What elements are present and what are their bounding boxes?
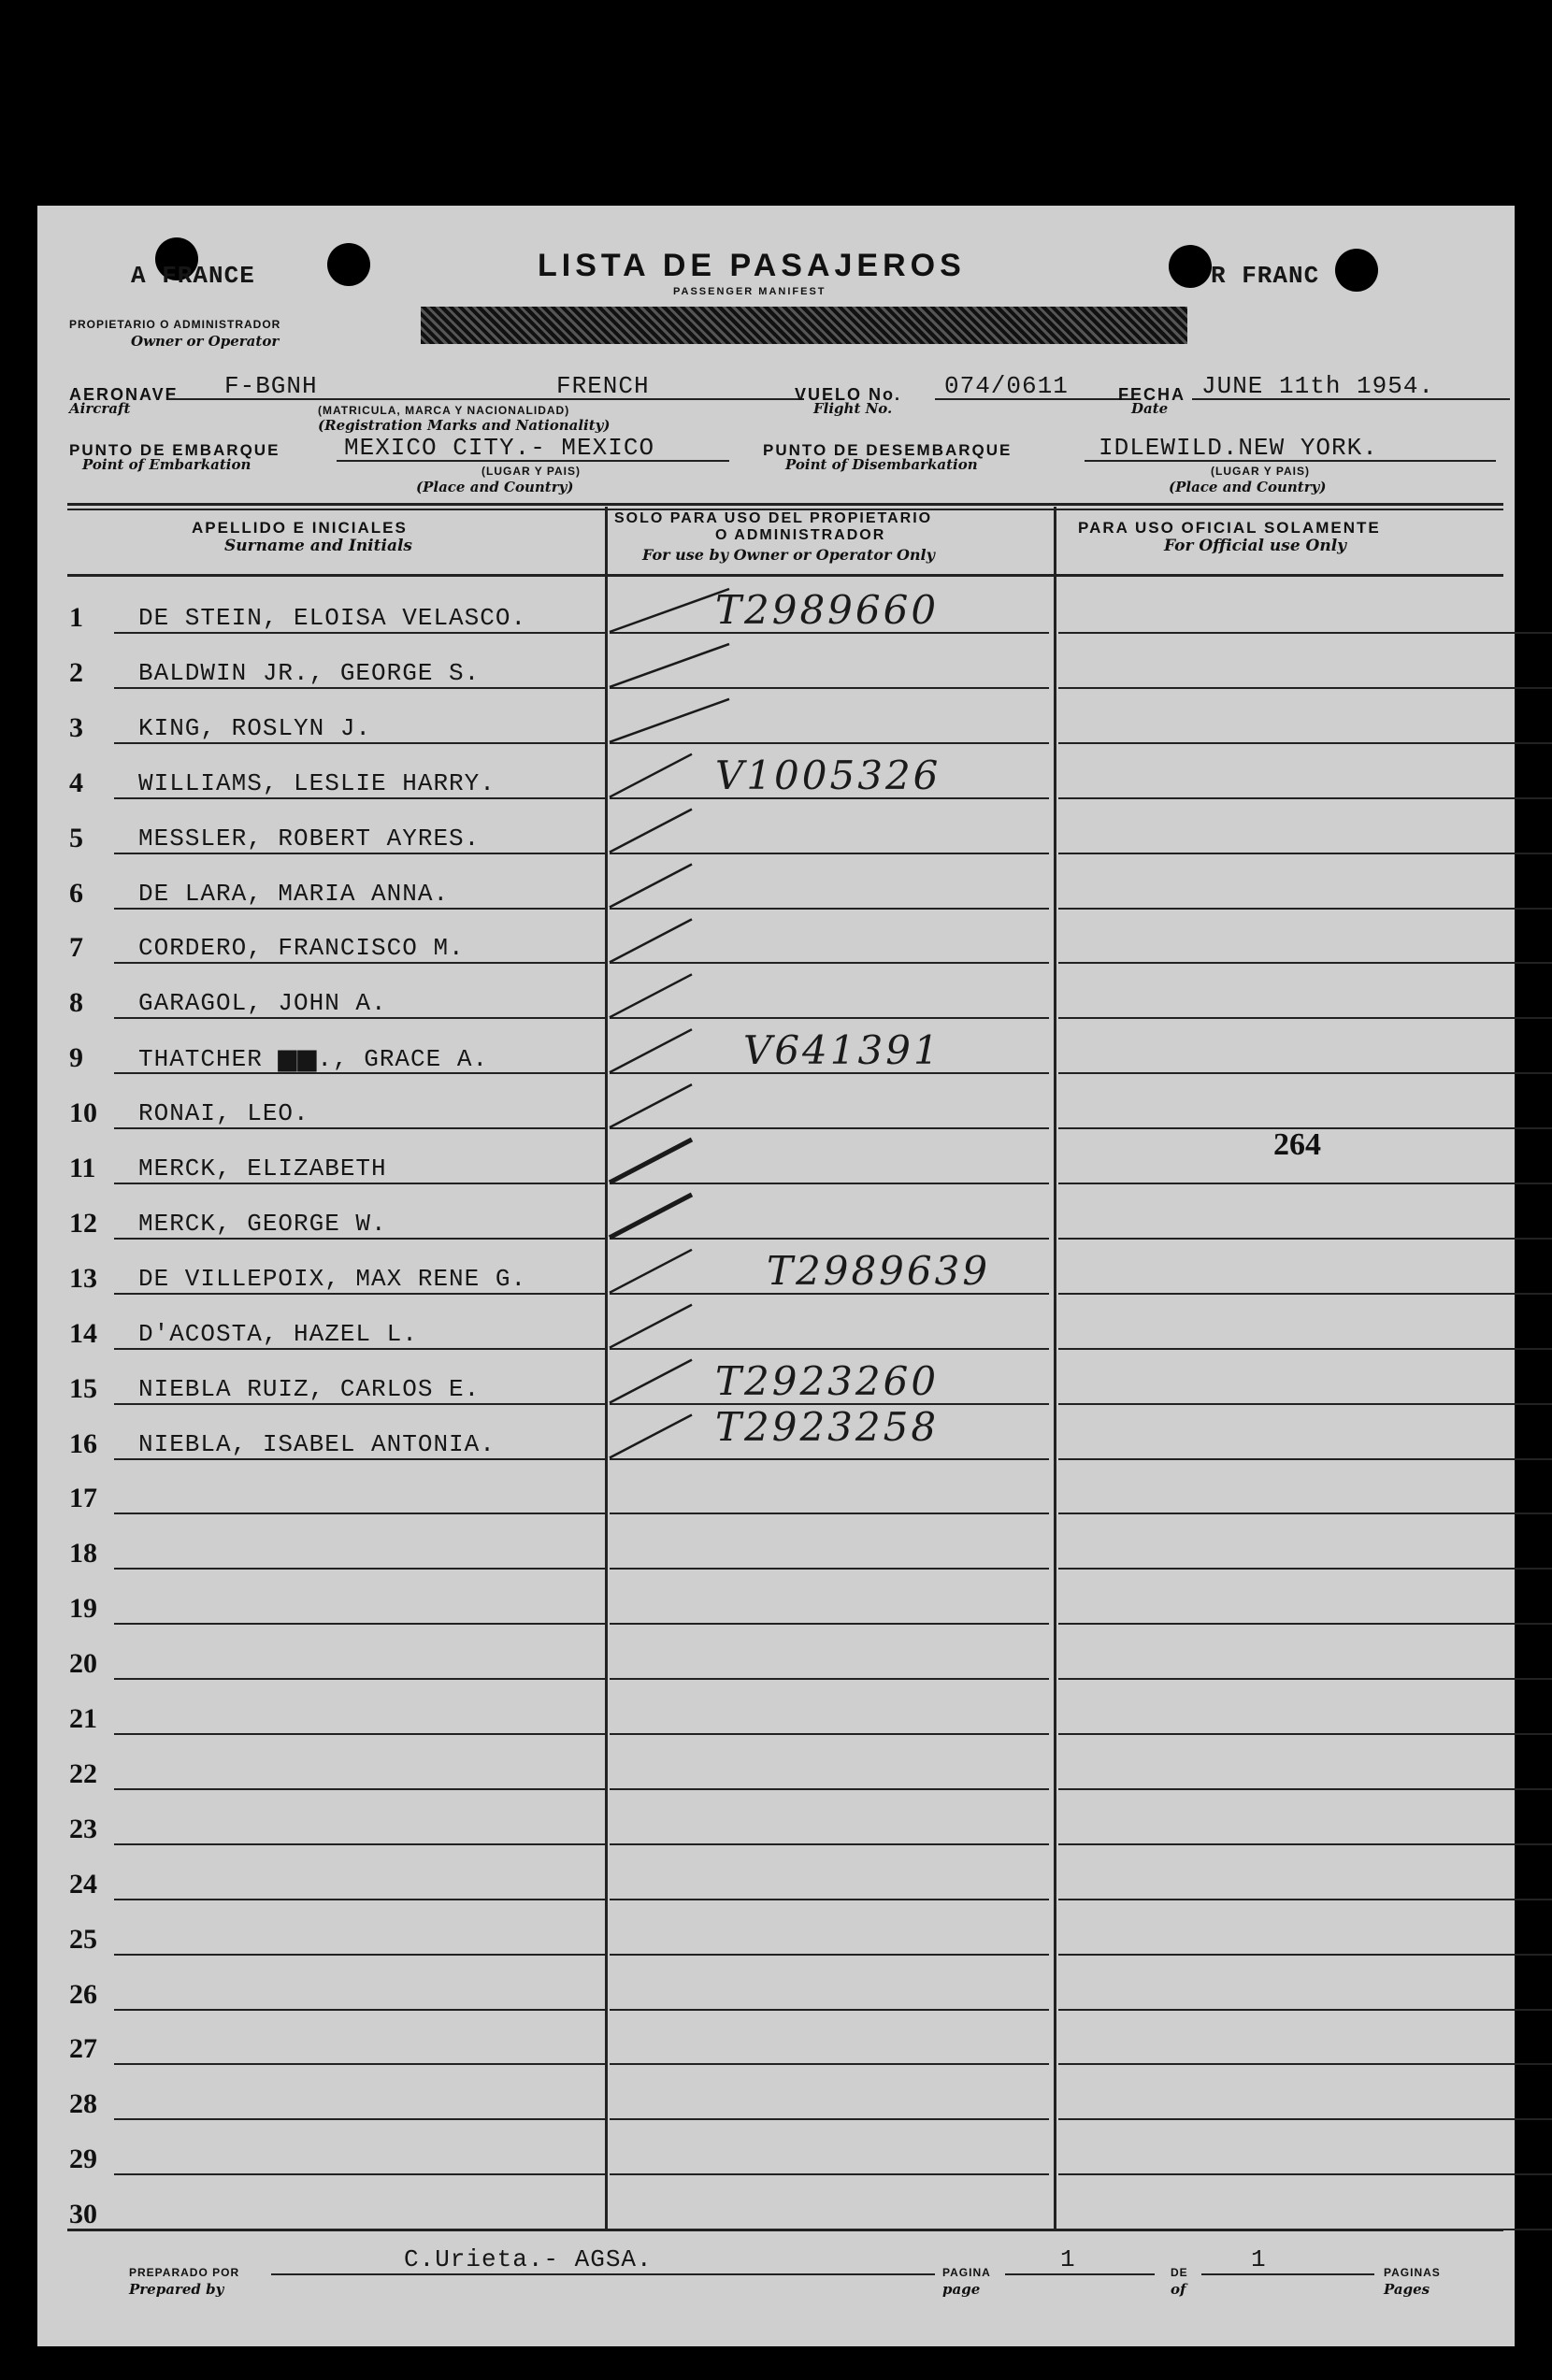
row-line xyxy=(610,1954,1049,1956)
punch-hole xyxy=(1169,245,1212,288)
row-line xyxy=(114,1183,605,1184)
passenger-name: MERCK, ELIZABETH xyxy=(138,1154,387,1183)
page-title: LISTA DE PASAJEROS xyxy=(538,248,966,283)
passport-note: V1005326 xyxy=(715,752,941,798)
row-line xyxy=(114,1293,605,1295)
row-line xyxy=(1058,1954,1552,1956)
row-line xyxy=(610,687,1049,689)
row-line xyxy=(1058,1458,1552,1460)
row-number: 9 xyxy=(69,1042,83,1074)
reg-caption-es: (MATRICULA, MARCA Y NACIONALIDAD) xyxy=(318,404,570,417)
row-line xyxy=(1058,1623,1552,1625)
row-number: 30 xyxy=(69,2199,97,2230)
row-line xyxy=(114,1568,605,1570)
row-number: 14 xyxy=(69,1317,97,1349)
row-number: 7 xyxy=(69,932,83,964)
passenger-name: DE VILLEPOIX, MAX RENE G. xyxy=(138,1264,527,1293)
row-line xyxy=(114,1348,605,1350)
row-line xyxy=(114,962,605,964)
row-line xyxy=(1058,1733,1552,1735)
row-line xyxy=(1058,1788,1552,1790)
row-line xyxy=(1058,1293,1552,1295)
aircraft-underline xyxy=(168,398,804,400)
row-line xyxy=(114,1513,605,1514)
row-number: 26 xyxy=(69,1978,97,2010)
row-line xyxy=(610,797,1049,799)
owner-label-es: PROPIETARIO O ADMINISTRADOR xyxy=(69,318,281,331)
row-line xyxy=(610,1678,1049,1680)
row-line xyxy=(114,1954,605,1956)
row-line xyxy=(610,2009,1049,2011)
row-line xyxy=(114,1403,605,1405)
row-line xyxy=(1058,2009,1552,2011)
aircraft-reg: F-BGNH xyxy=(224,372,318,400)
page-underline xyxy=(1005,2273,1155,2275)
row-line xyxy=(610,1568,1049,1570)
reg-caption-en: (Registration Marks and Nationality) xyxy=(318,417,611,434)
row-line xyxy=(114,1623,605,1625)
row-number: 16 xyxy=(69,1427,97,1459)
row-line xyxy=(1058,1899,1552,1900)
row-line xyxy=(1058,908,1552,910)
row-line xyxy=(610,742,1049,744)
column-divider-2 xyxy=(1054,507,1056,2229)
row-number: 21 xyxy=(69,1703,97,1734)
row-number: 23 xyxy=(69,1813,97,1844)
check-mark xyxy=(610,1140,692,1183)
row-number: 18 xyxy=(69,1538,97,1570)
col-owner-en: For use by Owner or Operator Only xyxy=(642,546,935,564)
flight-no: 074/0611 xyxy=(944,372,1069,400)
check-mark xyxy=(610,810,692,853)
row-line xyxy=(610,2229,1049,2230)
row-line xyxy=(610,632,1049,634)
row-line xyxy=(610,1788,1049,1790)
disembark-value: IDLEWILD.NEW YORK. xyxy=(1099,434,1378,462)
row-line xyxy=(1058,1348,1552,1350)
manifest-sheet xyxy=(37,206,1515,2346)
row-line xyxy=(1058,1843,1552,1845)
row-number: 13 xyxy=(69,1262,97,1294)
disembark-label-es: PUNTO DE DESEMBARQUE xyxy=(763,441,1013,459)
row-line xyxy=(610,1899,1049,1900)
redacted-owner xyxy=(421,307,1187,344)
row-line xyxy=(610,1127,1049,1129)
row-number: 2 xyxy=(69,656,83,688)
place-caption-en-right: (Place and Country) xyxy=(1169,479,1327,495)
aircraft-label-es: AERONAVE xyxy=(69,385,179,404)
row-line xyxy=(1058,1678,1552,1680)
row-line xyxy=(610,1623,1049,1625)
row-number: 10 xyxy=(69,1097,97,1129)
col-name-en: Surname and Initials xyxy=(224,537,412,555)
pages-label-en: Pages xyxy=(1384,2281,1430,2298)
row-line xyxy=(610,1513,1049,1514)
passenger-name: NIEBLA RUIZ, CARLOS E. xyxy=(138,1374,481,1403)
row-line xyxy=(114,632,605,634)
row-number: 24 xyxy=(69,1868,97,1900)
check-mark xyxy=(610,974,692,1017)
row-number: 4 xyxy=(69,767,83,798)
row-line xyxy=(1058,797,1552,799)
row-line xyxy=(114,1458,605,1460)
row-line xyxy=(114,2063,605,2065)
embark-value: MEXICO CITY.- MEXICO xyxy=(344,434,655,462)
row-number: 27 xyxy=(69,2033,97,2065)
row-line xyxy=(114,1238,605,1240)
passport-note: T2989639 xyxy=(767,1247,991,1294)
punch-hole xyxy=(1335,249,1378,292)
row-line xyxy=(1058,1183,1552,1184)
row-line xyxy=(610,2063,1049,2065)
col-official-en: For Official use Only xyxy=(1164,537,1347,555)
pages-label-es: PAGINAS xyxy=(1384,2266,1441,2279)
prepared-label-es: PREPARADO POR xyxy=(129,2266,240,2279)
passenger-name: CORDERO, FRANCISCO M. xyxy=(138,934,465,963)
check-mark xyxy=(610,589,729,632)
row-line xyxy=(114,2009,605,2011)
punch-hole xyxy=(327,243,370,286)
row-number: 17 xyxy=(69,1483,97,1514)
row-number: 8 xyxy=(69,987,83,1019)
row-line xyxy=(610,908,1049,910)
owner-left: A FRANCE xyxy=(131,262,255,290)
aircraft-nationality: FRENCH xyxy=(556,372,650,400)
row-line xyxy=(610,1348,1049,1350)
row-line xyxy=(1058,962,1552,964)
flight-underline xyxy=(935,398,1141,400)
row-line xyxy=(1058,687,1552,689)
check-mark xyxy=(610,1195,692,1238)
row-number: 3 xyxy=(69,711,83,743)
passenger-name: KING, ROSLYN J. xyxy=(138,713,372,742)
passport-note: T2923260 xyxy=(715,1357,940,1404)
row-line xyxy=(1058,1072,1552,1074)
pages-value: 1 xyxy=(1251,2245,1267,2273)
row-line xyxy=(610,962,1049,964)
check-mark xyxy=(610,1305,692,1348)
row-line xyxy=(1058,2229,1552,2230)
aircraft-label-en: Aircraft xyxy=(69,400,131,417)
passenger-name: D'ACOSTA, HAZEL L. xyxy=(138,1319,418,1348)
row-line xyxy=(1058,1403,1552,1405)
flight-date: JUNE 11th 1954. xyxy=(1201,372,1435,400)
col-owner-es-2: O ADMINISTRADOR xyxy=(715,527,886,543)
passenger-name: NIEBLA, ISABEL ANTONIA. xyxy=(138,1429,496,1458)
row-line xyxy=(610,1017,1049,1019)
row-line xyxy=(610,2173,1049,2175)
row-number: 29 xyxy=(69,2143,97,2175)
flight-label-es: VUELO No. xyxy=(795,385,902,404)
prepared-underline xyxy=(271,2273,935,2275)
row-line xyxy=(114,1678,605,1680)
row-number: 1 xyxy=(69,602,83,633)
check-mark xyxy=(610,1029,692,1072)
row-line xyxy=(610,1458,1049,1460)
check-mark xyxy=(610,1415,692,1458)
check-mark xyxy=(610,1360,692,1403)
check-mark xyxy=(610,865,692,908)
date-label-en: Date xyxy=(1131,400,1169,417)
row-line xyxy=(610,1072,1049,1074)
prepared-label-en: Prepared by xyxy=(129,2281,224,2298)
row-line xyxy=(1058,632,1552,634)
page-label-es: PAGINA xyxy=(942,2266,991,2279)
col-owner-es-1: SOLO PARA USO DEL PROPIETARIO xyxy=(614,510,933,526)
row-line xyxy=(114,2173,605,2175)
row-line xyxy=(610,1238,1049,1240)
row-line xyxy=(114,1127,605,1129)
embark-label-es: PUNTO DE EMBARQUE xyxy=(69,441,280,459)
row-line xyxy=(610,2118,1049,2120)
row-line xyxy=(114,2229,605,2230)
row-line xyxy=(610,853,1049,854)
column-divider-1 xyxy=(605,507,608,2229)
row-number: 28 xyxy=(69,2088,97,2120)
passenger-name: GARAGOL, JOHN A. xyxy=(138,989,387,1018)
row-line xyxy=(114,853,605,854)
passport-note: T2989660 xyxy=(715,587,940,633)
row-line xyxy=(1058,2118,1552,2120)
row-number: 11 xyxy=(69,1153,96,1183)
place-caption-en-left: (Place and Country) xyxy=(416,479,574,495)
passport-note: V641391 xyxy=(743,1027,941,1074)
row-number: 12 xyxy=(69,1207,97,1239)
prepared-value: C.Urieta.- AGSA. xyxy=(404,2245,653,2273)
row-line xyxy=(114,1843,605,1845)
page-label-en: page xyxy=(942,2281,981,2298)
row-number: 20 xyxy=(69,1648,97,1680)
page-subtitle: PASSENGER MANIFEST xyxy=(673,286,826,297)
row-line xyxy=(1058,1238,1552,1240)
passenger-name: DE LARA, MARIA ANNA. xyxy=(138,879,450,908)
owner-label-en: Owner or Operator xyxy=(131,333,280,350)
row-line xyxy=(610,1843,1049,1845)
row-line xyxy=(1058,853,1552,854)
row-number: 5 xyxy=(69,822,83,853)
embark-underline xyxy=(337,460,729,462)
row-line xyxy=(114,1072,605,1074)
passenger-name: MESSLER, ROBERT AYRES. xyxy=(138,824,481,853)
passenger-name: WILLIAMS, LESLIE HARRY. xyxy=(138,768,496,797)
disembark-label-en: Point of Disembarkation xyxy=(785,456,978,473)
embark-label-en: Point of Embarkation xyxy=(82,456,251,473)
disembark-underline xyxy=(1085,460,1496,462)
row-line xyxy=(1058,2063,1552,2065)
passenger-name: THATCHER ▆▆., GRACE A. xyxy=(138,1045,489,1074)
place-caption-es-left: (LUGAR Y PAIS) xyxy=(481,465,582,478)
row-line xyxy=(114,2118,605,2120)
date-label-es: FECHA xyxy=(1118,385,1186,404)
pages-underline xyxy=(1201,2273,1374,2275)
row-line xyxy=(114,1017,605,1019)
passenger-name: BALDWIN JR., GEORGE S. xyxy=(138,658,481,687)
passenger-name: MERCK, GEORGE W. xyxy=(138,1209,387,1238)
flight-label-en: Flight No. xyxy=(813,400,893,417)
date-underline xyxy=(1192,398,1510,400)
row-number: 22 xyxy=(69,1757,97,1789)
check-mark xyxy=(610,699,729,742)
passenger-name: DE STEIN, ELOISA VELASCO. xyxy=(138,604,527,632)
check-mark xyxy=(610,1084,692,1127)
page-value: 1 xyxy=(1060,2245,1076,2273)
passport-note: T2923258 xyxy=(715,1403,940,1450)
official-count: 264 xyxy=(1273,1127,1321,1162)
row-number: 25 xyxy=(69,1923,97,1955)
table-top-rule xyxy=(67,503,1503,506)
header-rule xyxy=(67,574,1503,577)
check-mark xyxy=(610,1250,692,1293)
row-line xyxy=(114,687,605,689)
row-line xyxy=(114,742,605,744)
col-name-es: APELLIDO E INICIALES xyxy=(192,519,408,537)
row-number: 6 xyxy=(69,877,83,909)
row-line xyxy=(114,908,605,910)
row-line xyxy=(1058,2173,1552,2175)
place-caption-es-right: (LUGAR Y PAIS) xyxy=(1211,465,1311,478)
row-number: 19 xyxy=(69,1593,97,1625)
check-mark xyxy=(610,754,692,797)
row-line xyxy=(1058,1568,1552,1570)
col-official-es: PARA USO OFICIAL SOLAMENTE xyxy=(1078,519,1381,537)
of-label-es: DE xyxy=(1171,2266,1188,2279)
of-label-en: of xyxy=(1171,2281,1186,2298)
passenger-name: RONAI, LEO. xyxy=(138,1099,309,1128)
row-line xyxy=(610,1293,1049,1295)
row-line xyxy=(114,1733,605,1735)
row-line xyxy=(1058,742,1552,744)
check-mark xyxy=(610,644,729,687)
row-line xyxy=(610,1183,1049,1184)
row-line xyxy=(610,1733,1049,1735)
row-line xyxy=(114,1788,605,1790)
row-line xyxy=(114,1899,605,1900)
row-line xyxy=(1058,1513,1552,1514)
row-line xyxy=(1058,1017,1552,1019)
owner-right: R FRANC xyxy=(1211,262,1320,290)
check-mark xyxy=(610,919,692,962)
row-line xyxy=(114,797,605,799)
row-number: 15 xyxy=(69,1372,97,1404)
